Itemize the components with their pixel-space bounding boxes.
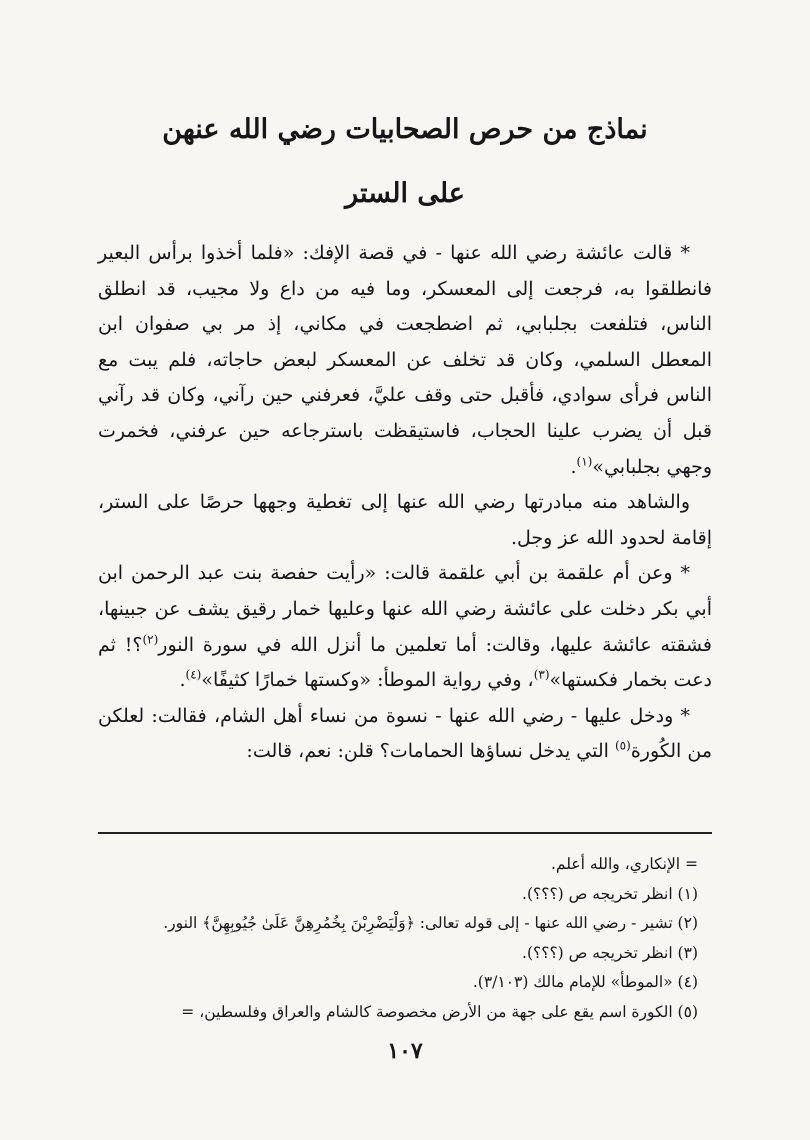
- paragraph-sham-women: * ودخل عليها - رضي الله عنها - نسوة من نساء أهل الشام، فقالت: لعلكن من الكُورة$^{(٥)}$ التي يدخل نساؤها الحمامات؟ قلن: نعم، قالت:: [98, 704, 712, 763]
- paragraph-aisha-ifk: * قالت عائشة رضي الله عنها - في قصة الإفك: «فلما أخذوا برأس البعير فانطلقوا به، فرجعت إلى المعسكر، وما فيه من داع ولا مجيب، قد انطلق الناس، فتلفعت بجلبابي، ثم اضطجعت في مكاني، إذ مر بي صفوان ابن المعطل السلمي، وكان قد تخلف عن المعسكر لبعض حاجاته، فلم يبت مع الناس فرأى سوادي، فأقبل حتى وقف عليَّ، فعرفني حين رآني، وكان قد رآني قبل أن يضرب علينا الحجاب، فاستيقظت باسترجاعه حين عرفني، فخمرت وجهي بجلبابي»$^{(١)}$.: [98, 242, 712, 478]
- page-number: ١٠٧: [387, 1038, 423, 1064]
- footnote-continued: = الإنكاري، والله أعلم.: [550, 855, 698, 873]
- footnote-ref-4: (٤): [185, 667, 202, 682]
- section-title: نماذج من حرص الصحابيات رضي الله عنهن: [162, 114, 648, 145]
- footnote-divider: [98, 832, 712, 834]
- footnote-ref-1: (١): [576, 454, 593, 469]
- footnote-2: (٢) تشير - رضي الله عنها - إلى قوله تعالى: ﴿وَلْيَضْرِبْنَ بِخُمُرِهِنَّ عَلَىٰ جُيُوبِهِنَّ﴾ النور.: [163, 914, 698, 932]
- footnote-3: (٣) انظر تخريجه ص (؟؟؟).: [522, 943, 698, 962]
- section-subtitle: على الستر: [345, 178, 465, 209]
- footnotes: [98, 850, 712, 1027]
- paragraph-umm-alqama: * وعن أم علقمة بن أبي علقمة قالت: «رأيت حفصة بنت عبد الرحمن ابن أبي بكر دخلت على عائشة رضي الله عنها وعليها خمار رقيق يشف عن جبينها، فشقته عائشة عليها، وقالت: أما تعلمين ما أنزل الله في سورة النور$^{(٢)}$؟! ثم دعت بخمار فكستها»$^{(٣)}$، وفي رواية الموطأ: «وكستها خمارًا كثيفًا»$^{(٤)}$.: [98, 562, 712, 692]
- footnote-1: (١) انظر تخريجه ص (؟؟؟).: [522, 884, 698, 903]
- footnote-ref-3: (٣): [533, 667, 550, 682]
- main-text: [98, 236, 712, 770]
- paragraph-witness: والشاهد منه مبادرتها رضي الله عنها إلى تغطية وجهها حرصًا على الستر، إقامة لحدود الله عز وجل.: [98, 491, 712, 549]
- footnote-4: (٤) «الموطأ» للإمام مالك (٣/١٠٣).: [472, 973, 698, 991]
- footnote-5: (٥) الكورة اسم يقع على جهة من الأرض مخصوصة كالشام والعراق وفلسطين، =: [181, 1002, 698, 1021]
- footnote-ref-5: (٥): [614, 738, 631, 753]
- footnote-ref-2: (٢): [142, 632, 159, 647]
